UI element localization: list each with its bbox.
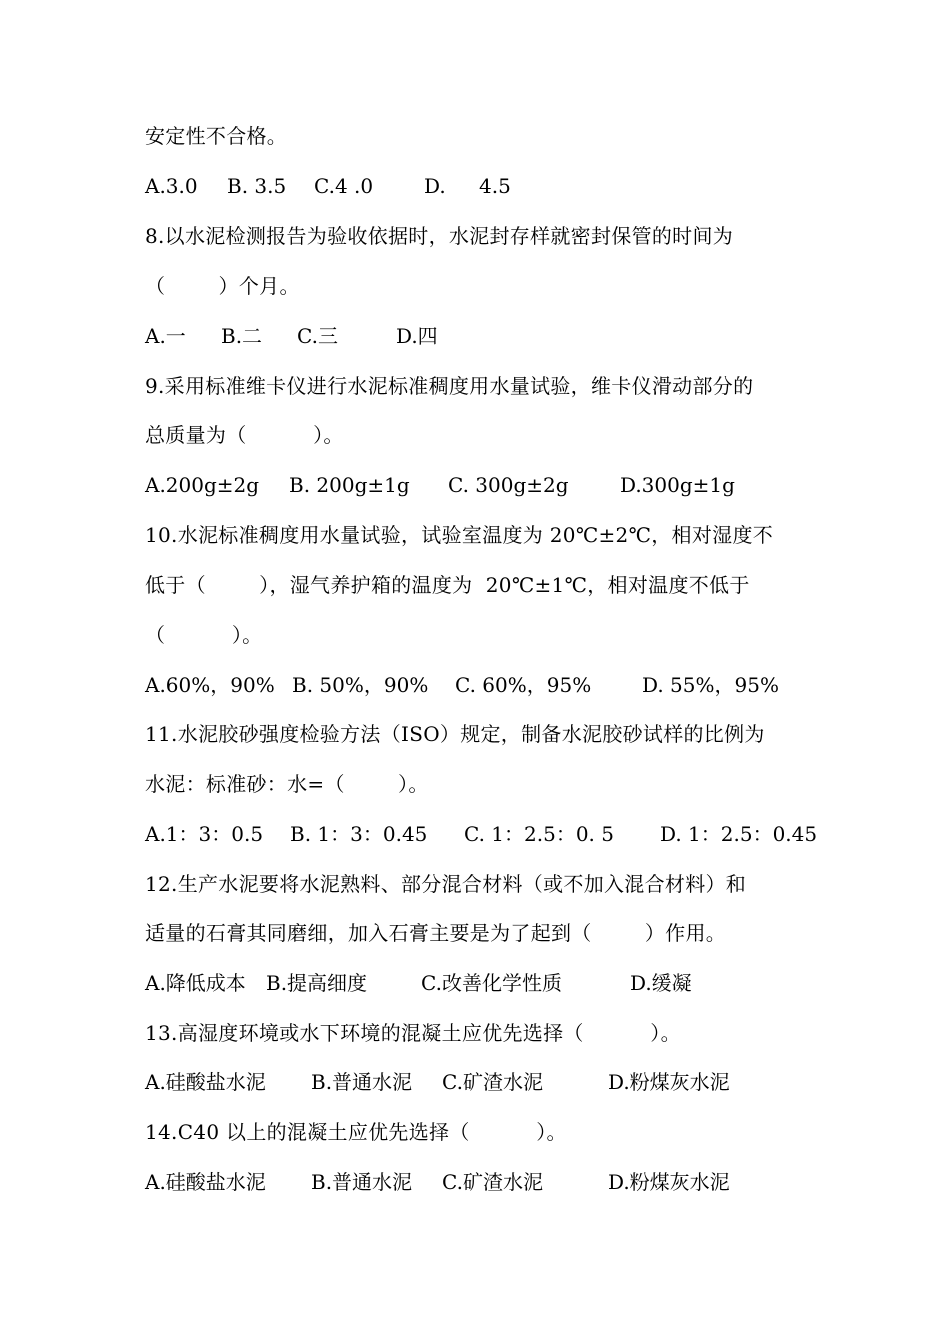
q11-question: 11.水泥胶砂强度检验方法（ISO）规定，制备水泥胶砂试样的比例为 xyxy=(145,722,765,746)
q8-option-b: B.二 xyxy=(221,324,263,348)
q9-option-a: A.200g±2g xyxy=(145,473,260,497)
q12-option-b: B.提高细度 xyxy=(266,971,368,995)
q10-option-d: D. 55%，95% xyxy=(642,673,779,697)
q12-option-d: D.缓凝 xyxy=(630,971,692,995)
q7-option-d-value: 4.5 xyxy=(479,174,511,198)
q10-question-cont2: （ ）。 xyxy=(145,623,263,647)
q8-option-c: C.三 xyxy=(297,324,338,348)
q11-option-d: D. 1：2.5：0.45 xyxy=(660,822,818,846)
q13-question: 13.高湿度环境或水下环境的混凝土应优先选择（ ）。 xyxy=(145,1021,681,1045)
q11-option-b: B. 1：3：0.45 xyxy=(290,822,428,846)
q13-option-b: B.普通水泥 xyxy=(311,1070,413,1094)
q13-option-c: C.矿渣水泥 xyxy=(442,1070,543,1094)
q14-option-a: A.硅酸盐水泥 xyxy=(145,1170,266,1194)
q13-option-a: A.硅酸盐水泥 xyxy=(145,1070,266,1094)
q8-question: 8.以水泥检测报告为验收依据时，水泥封存样就密封保管的时间为 xyxy=(145,224,734,248)
q9-question: 9.采用标准维卡仪进行水泥标准稠度用水量试验，维卡仪滑动部分的 xyxy=(145,374,754,398)
q12-question: 12.生产水泥要将水泥熟料、部分混合材料（或不加入混合材料）和 xyxy=(145,872,747,896)
q14-option-c: C.矿渣水泥 xyxy=(442,1170,543,1194)
q10-option-b: B. 50%，90% xyxy=(292,673,429,697)
q9-option-b: B. 200g±1g xyxy=(289,473,410,497)
q14-option-d: D.粉煤灰水泥 xyxy=(608,1170,730,1194)
q12-question-cont: 适量的石膏其同磨细，加入石膏主要是为了起到（ ）作用。 xyxy=(145,921,727,945)
q11-option-c: C. 1：2.5：0. 5 xyxy=(464,822,614,846)
q8-question-cont: （ ）个月。 xyxy=(145,274,300,298)
q7-option-b: B. 3.5 xyxy=(227,174,287,198)
q14-question: 14.C40 以上的混凝土应优先选择（ ）。 xyxy=(145,1120,567,1144)
q11-option-a: A.1：3：0.5 xyxy=(145,822,264,846)
q9-option-d: D.300g±1g xyxy=(620,473,735,497)
q7-option-a: A.3.0 xyxy=(145,174,198,198)
q14-option-b: B.普通水泥 xyxy=(311,1170,413,1194)
text-line-continuation: 安定性不合格。 xyxy=(145,124,288,148)
q12-option-c: C.改善化学性质 xyxy=(421,971,562,995)
q12-option-a: A.降低成本 xyxy=(145,971,246,995)
q7-option-c: C.4 .0 xyxy=(314,174,374,198)
q11-question-cont: 水泥：标准砂：水=（ ）。 xyxy=(145,772,429,796)
q10-question: 10.水泥标准稠度用水量试验，试验室温度为 20℃±2℃，相对湿度不 xyxy=(145,523,774,547)
q8-option-a: A.一 xyxy=(145,324,186,348)
q10-option-a: A.60%，90% xyxy=(145,673,275,697)
q13-option-d: D.粉煤灰水泥 xyxy=(608,1070,730,1094)
q7-option-d: D. xyxy=(424,174,446,198)
q10-question-cont: 低于（ ），湿气养护箱的温度为 20℃±1℃，相对温度不低于 xyxy=(145,573,750,597)
q10-option-c: C. 60%，95% xyxy=(455,673,592,697)
q8-option-d: D.四 xyxy=(396,324,438,348)
q9-option-c: C. 300g±2g xyxy=(448,473,569,497)
q9-question-cont: 总质量为（ ）。 xyxy=(145,423,344,447)
